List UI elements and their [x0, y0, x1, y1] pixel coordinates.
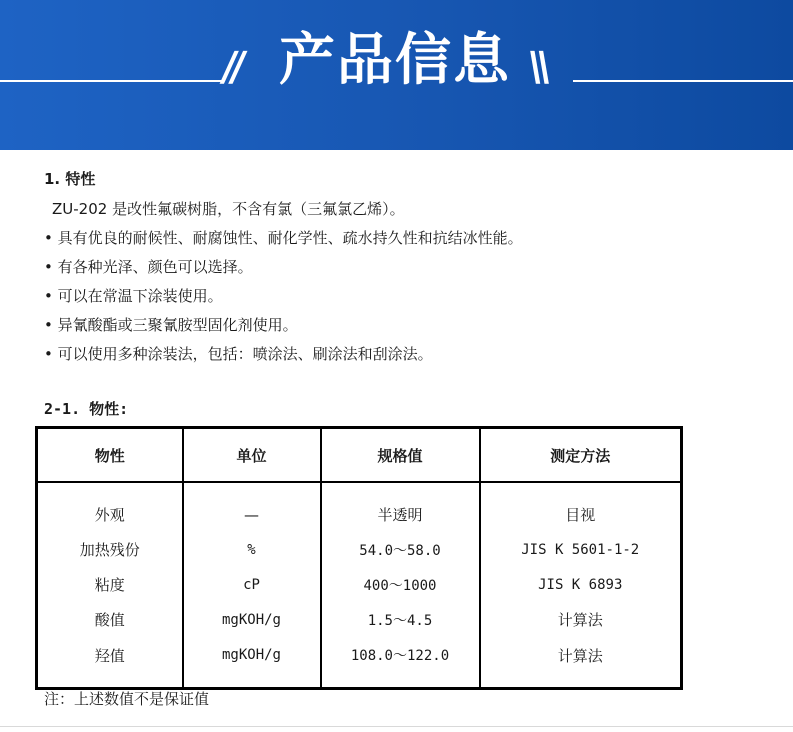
- table-row: [37, 567, 682, 602]
- table-cell: cP: [183, 567, 321, 602]
- table-cell: 酸值: [94, 611, 125, 630]
- table-cell: 计算法: [480, 602, 682, 637]
- table-cell: 半透明: [321, 482, 480, 532]
- section-heading-features: 1. 特性: [44, 170, 96, 188]
- section-heading-properties: 2-1. 物性:: [44, 400, 129, 418]
- table-cell: 108.0～122.0: [321, 638, 480, 689]
- properties-table: [35, 426, 683, 690]
- table-header-cell: 物性: [37, 428, 183, 483]
- divider: [0, 726, 793, 727]
- banner-right-slash: \\: [524, 44, 549, 90]
- table-header-cell: 测定方法: [480, 428, 682, 483]
- banner-left-slash: //: [218, 44, 243, 90]
- table-cell: mgKOH/g: [183, 602, 321, 637]
- table-header-cell: 规格值: [321, 428, 480, 483]
- table-cell: 计算法: [480, 638, 682, 689]
- page-title: 产品信息: [279, 28, 511, 93]
- table-header-row: [37, 428, 682, 483]
- table-row: [37, 638, 682, 689]
- table-cell: mgKOH/g: [183, 638, 321, 689]
- table-cell: 54.0～58.0: [321, 532, 480, 567]
- list-item: • 有各种光泽、颜色可以选择。: [44, 258, 253, 276]
- list-item: • 具有优良的耐候性、耐腐蚀性、耐化学性、疏水持久性和抗结冰性能。: [44, 229, 523, 247]
- table-row: [37, 482, 682, 532]
- banner-left-line: [0, 80, 222, 82]
- table-cell: 加热残份: [79, 541, 140, 560]
- table-header-cell: 单位: [183, 428, 321, 483]
- table-cell: 粘度: [94, 576, 125, 595]
- banner-right-line: [573, 80, 793, 82]
- list-item: • 可以在常温下涂装使用。: [44, 287, 223, 305]
- table-row: [37, 602, 682, 637]
- list-item: • 可以使用多种涂装法，包括：喷涂法、刷涂法和刮涂法。: [44, 345, 433, 363]
- features-intro: ZU-202 是改性氟碳树脂，不含有氯（三氟氯乙烯）。: [52, 200, 405, 218]
- table-cell: 羟值: [94, 646, 125, 665]
- table-cell: 400～1000: [321, 567, 480, 602]
- features-list: [44, 195, 523, 369]
- disclaimer-note: 注：上述数值不是保证值: [44, 690, 210, 708]
- table-row: [37, 532, 682, 567]
- table-cell: JIS K 6893: [480, 567, 682, 602]
- table-cell: —: [183, 482, 321, 532]
- table-cell: 外观: [94, 506, 125, 525]
- header-banner: [0, 0, 793, 150]
- table-cell: 1.5～4.5: [321, 602, 480, 637]
- table-cell: %: [183, 532, 321, 567]
- table-cell: JIS K 5601-1-2: [480, 532, 682, 567]
- table-cell: 目视: [480, 482, 682, 532]
- list-item: • 异氰酸酯或三聚氰胺型固化剂使用。: [44, 316, 298, 334]
